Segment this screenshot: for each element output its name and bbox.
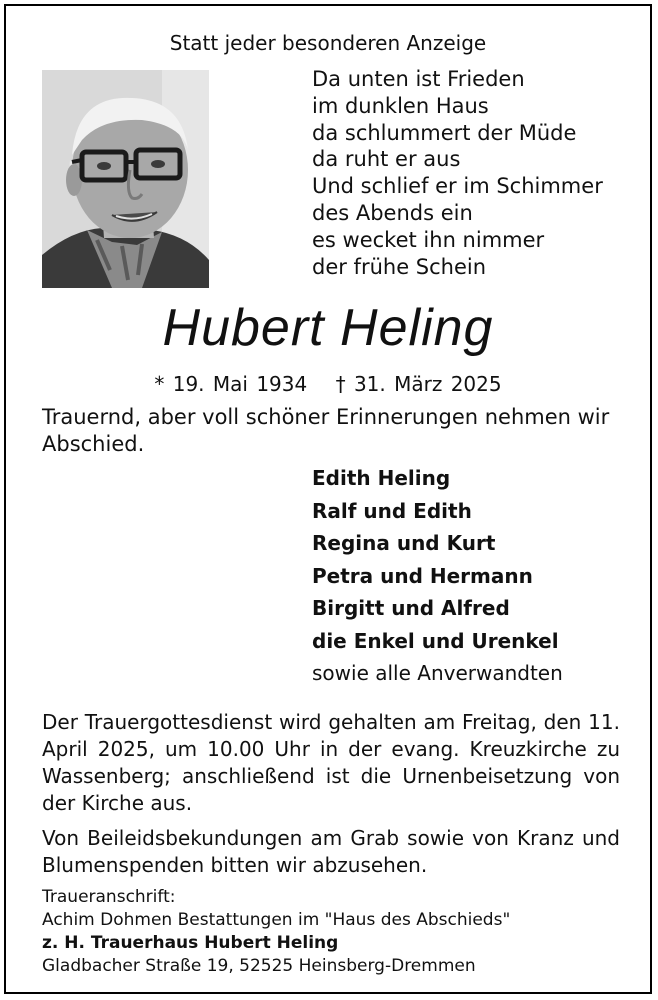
intro-text: Trauernd, aber voll schöner Erinnerungen nehmen wir Abschied. <box>42 405 610 456</box>
poem-line: Und schlief er im Schimmer <box>312 174 603 199</box>
deceased-name: Hubert Heling <box>162 299 494 357</box>
family-member: Petra und Hermann <box>312 563 533 588</box>
poem-line: da ruht er aus <box>312 147 461 172</box>
portrait-icon <box>42 70 209 288</box>
obituary-notice <box>4 4 652 994</box>
address-line: Gladbacher Straße 19, 52525 Heinsberg-Dremmen <box>42 956 476 976</box>
mourning-address <box>42 886 510 978</box>
poem-line: es wecket ihn nimmer <box>312 227 545 252</box>
poem <box>312 66 603 280</box>
family-list <box>312 462 563 690</box>
family-member: Ralf und Edith <box>312 498 472 523</box>
poem-line: da schlummert der Müde <box>312 120 577 145</box>
address-line: z. H. Trauerhaus Hubert Heling <box>42 933 339 953</box>
portrait-photo <box>42 70 209 288</box>
family-closing: sowie alle Anverwandten <box>312 661 563 685</box>
poem-line: des Abends ein <box>312 200 473 225</box>
poem-line: Da unten ist Frieden <box>312 67 525 91</box>
service-info <box>42 709 620 879</box>
life-dates <box>6 372 650 396</box>
birth-date: * 19. Mai 1934 <box>154 372 308 396</box>
address-line: Achim Dohmen Bestattungen im "Haus des Abschieds" <box>42 910 511 930</box>
family-member: Regina und Kurt <box>312 531 496 555</box>
condolence-paragraph: Von Beileidsbekundungen am Grab sowie von Kranz und Blumenspenden bitten wir abzusehen. <box>42 826 620 877</box>
poem-line: der frühe Schein <box>312 254 487 279</box>
address-label: Traueranschrift: <box>42 887 176 907</box>
family-member: Edith Heling <box>312 466 451 490</box>
death-date: † 31. März 2025 <box>335 372 502 396</box>
family-member: Birgitt und Alfred <box>312 596 510 620</box>
poem-line: im dunklen Haus <box>312 93 489 118</box>
notice-heading: Statt jeder besonderen Anzeige <box>169 31 487 55</box>
family-member: die Enkel und Urenkel <box>312 628 559 653</box>
service-paragraph: Der Trauergottesdienst wird gehalten am Freitag, den 11. April 2025, um 10.00 Uhr in der evang. Kreuzkirche zu Wassenberg; anschließend ist die Urnenbeisetzung von der Kirche aus. <box>42 710 620 815</box>
